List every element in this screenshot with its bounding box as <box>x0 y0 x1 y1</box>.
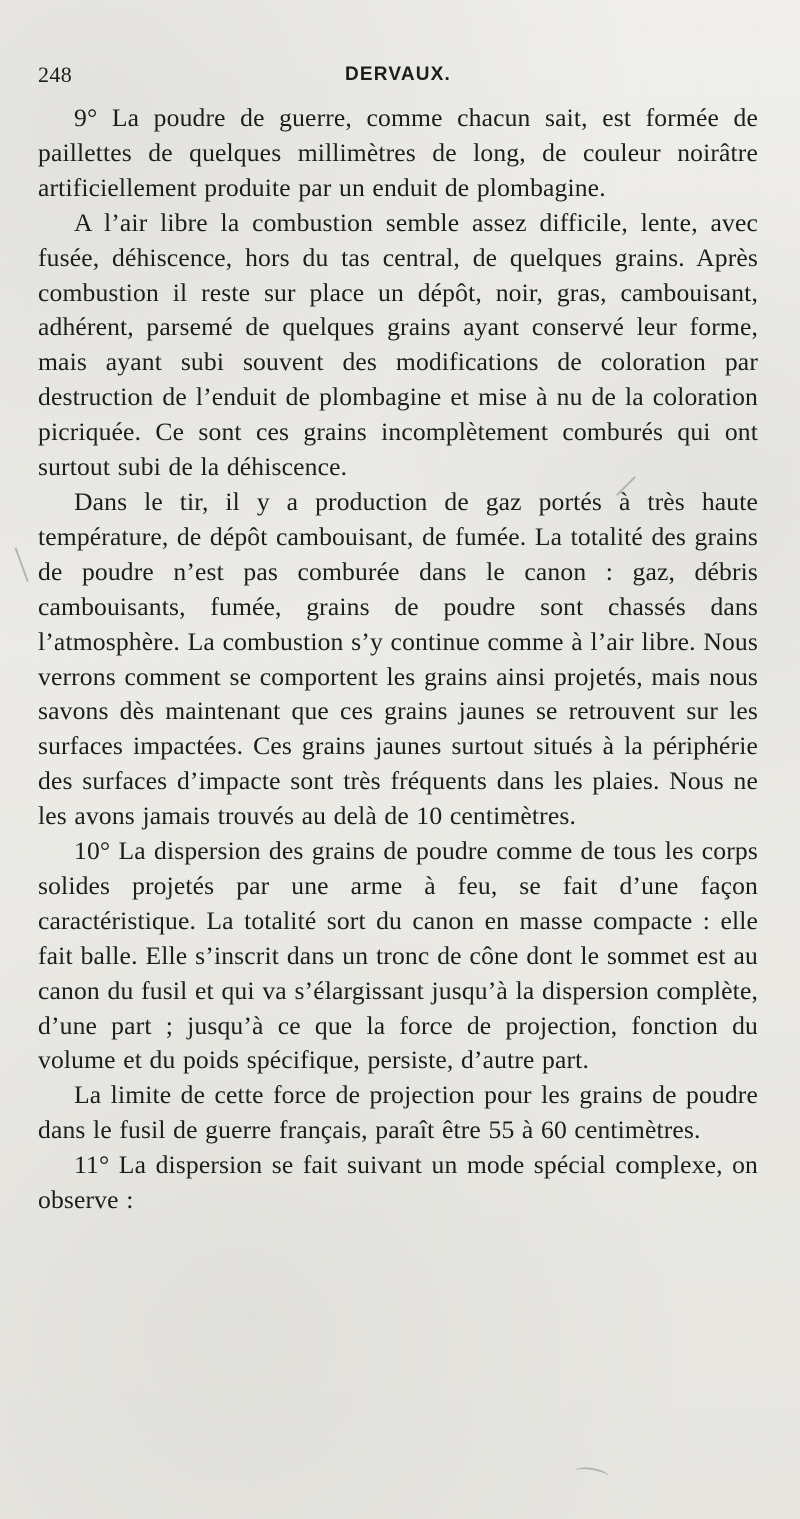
paragraph-9: 9° La poudre de guerre, comme chacun sait, est formée de paillettes de quelques millimètres de long, de couleur noirâtre artificiellement produite par un enduit de plombagine. <box>38 103 758 202</box>
paragraph-11: 11° La dispersion se fait suivant un mode spécial complexe, on observe : <box>38 1150 758 1215</box>
page-mark <box>574 1465 610 1483</box>
body-text <box>38 101 758 1218</box>
paragraph-projection-limit: La limite de cette force de projection pour les grains de poudre dans le fusil de guerre français, paraît être 55 à 60 centimètres. <box>38 1080 758 1145</box>
page-number: 248 <box>38 62 73 87</box>
running-head <box>38 58 758 92</box>
paragraph-open-air-combustion: A l’air libre la combustion semble assez difficile, lente, avec fusée, déhiscence, hors du tas central, de quelques grains. Après combustion il reste sur place un dépôt, noir, gras, cambouisant, adhérent, parsemé de quelques grains ayant conservé leur forme, mais ayant subi souvent des modifications de coloration par destruction de l’enduit de plombagine et mise à nu de la coloration picriquée. Ce sont ces grains incomplètement comburés qui ont surtout subi de la déhiscence. <box>38 207 758 482</box>
paragraph-firing-combustion: Dans le tir, il y a production de gaz portés à très haute température, de dépôt cambouisant, de fumée. La totalité des grains de poudre n’est pas comburée dans le canon : gaz, débris cambouisants, fumée, grains de poudre sont chassés dans l’atmosphère. La combustion s’y continue comme à l’air libre. Nous verrons comment se comportent les grains ainsi projetés, mais nous savons dès maintenant que ces grains jaunes se retrouvent sur les surfaces impactées. Ces grains jaunes surtout situés à la périphérie des surfaces d’impacte sont très fréquents dans les plaies. Nous ne les avons jamais trouvés au delà de 10 centimètres. <box>38 486 758 831</box>
running-title: DERVAUX. <box>344 64 452 85</box>
paragraph-10: 10° La dispersion des grains de poudre comme de tous les corps solides projetés par une arme à feu, se fait d’une façon caractéristique. La totalité sort du canon en masse compacte : elle fait balle. Elle s’inscrit dans un tronc de cône dont le sommet est au canon du fusil et qui va s’élargissant jusqu’à la dispersion complète, d’une part ; jusqu’à ce que la force de projection, fonction du volume et du poids spécifique, persiste, d’autre part. <box>38 836 758 1075</box>
